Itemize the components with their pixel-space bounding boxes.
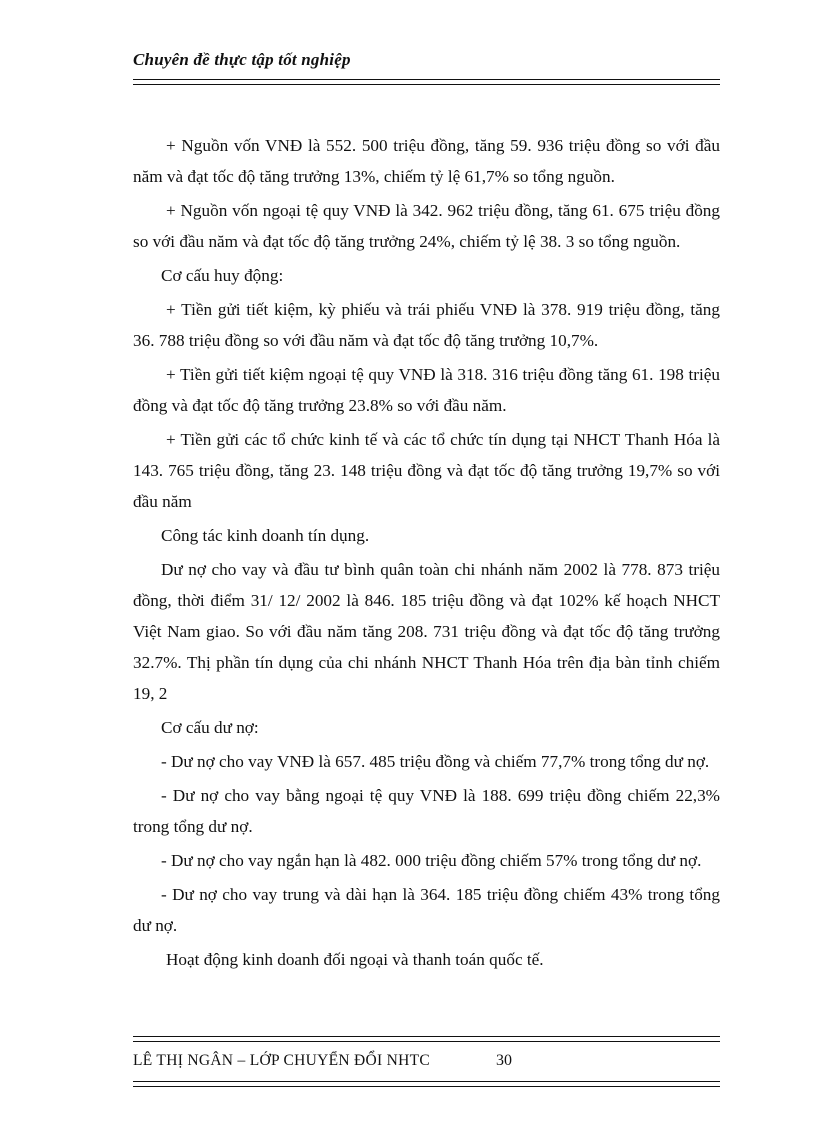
footer-rule-thick-top: [133, 1041, 720, 1042]
paragraph-loan-structure: Cơ cấu dư nợ:: [161, 718, 259, 737]
paragraph-savings-vnd: + Tiền gửi tiết kiệm, kỳ phiếu và trái phiếu VNĐ là 378. 919 triệu đồng, tăng 36. 788 triệu đồng so với đầu năm và đạt tốc độ tăng trưởng 10,7%.: [133, 300, 720, 350]
paragraph-loan-vnd: - Dư nợ cho vay VNĐ là 657. 485 triệu đồng và chiếm 77,7% trong tổng dư nợ.: [161, 752, 710, 771]
paragraph-economic-org-deposits: + Tiền gửi các tổ chức kinh tế và các tổ chức tín dụng tại NHCT Thanh Hóa là 143. 765 triệu đồng, tăng 23. 148 triệu đồng và đạt tốc độ tăng trưởng 19,7% so với đầu năm: [133, 430, 720, 511]
paragraph-foreign-trade-heading: Hoạt động kinh doanh đối ngoại và thanh toán quốc tế.: [166, 950, 544, 969]
page-number: 30: [496, 1052, 512, 1069]
paragraph-mobilization-structure: Cơ cấu huy động:: [161, 266, 284, 285]
paragraph-loan-balance: Dư nợ cho vay và đầu tư bình quân toàn chi nhánh năm 2002 là 778. 873 triệu đồng, thời điểm 31/ 12/ 2002 là 846. 185 triệu đồng và đạt 102% kế hoạch NHCT Việt Nam giao. So với đầu năm tăng 208. 731 triệu đồng và đạt tốc độ tăng trưởng 32.7%. Thị phần tín dụng của chi nhánh NHCT Thanh Hóa trên địa bàn tỉnh chiếm 19, 2: [133, 560, 720, 703]
header-rule-thin: [133, 84, 720, 85]
paragraph-credit-heading: Công tác kinh doanh tín dụng.: [161, 526, 370, 545]
paragraph-savings-foreign: + Tiền gửi tiết kiệm ngoại tệ quy VNĐ là 318. 316 triệu đồng tăng 61. 198 triệu đồng và đạt tốc độ tăng trưởng 23.8% so với đầu năm.: [133, 365, 720, 415]
paragraph-vnd-funds: + Nguồn vốn VNĐ là 552. 500 triệu đồng, tăng 59. 936 triệu đồng so với đầu năm và đạt tốc độ tăng trưởng 13%, chiếm tỷ lệ 61,7% so tổng nguồn.: [133, 136, 720, 186]
footer-rule-thick-bottom: [133, 1086, 720, 1087]
paragraph-foreign-funds: + Nguồn vốn ngoại tệ quy VNĐ là 342. 962 triệu đồng, tăng 61. 675 triệu đồng so với đầu năm và đạt tốc độ tăng trưởng 24%, chiếm tỷ lệ 38. 3 so tổng nguồn.: [133, 201, 720, 251]
document-header-title: Chuyên đề thực tập tốt nghiệp: [133, 50, 351, 69]
paragraph-loan-long-term: - Dư nợ cho vay trung và dài hạn là 364. 185 triệu đồng chiếm 43% trong tổng dư nợ.: [133, 885, 720, 935]
footer-author: LÊ THỊ NGÂN – LỚP CHUYỂN ĐỔI NHTC: [133, 1052, 431, 1069]
paragraph-loan-foreign: - Dư nợ cho vay bằng ngoại tệ quy VNĐ là 188. 699 triệu đồng chiếm 22,3% trong tổng dư nợ.: [133, 786, 720, 836]
document-body: [133, 130, 720, 978]
header-rule-thick: [133, 79, 720, 80]
footer-rule-thin-bottom: [133, 1081, 720, 1082]
paragraph-loan-short-term: - Dư nợ cho vay ngắn hạn là 482. 000 triệu đồng chiếm 57% trong tổng dư nợ.: [161, 851, 702, 870]
footer-rule-thin-top: [133, 1036, 720, 1037]
